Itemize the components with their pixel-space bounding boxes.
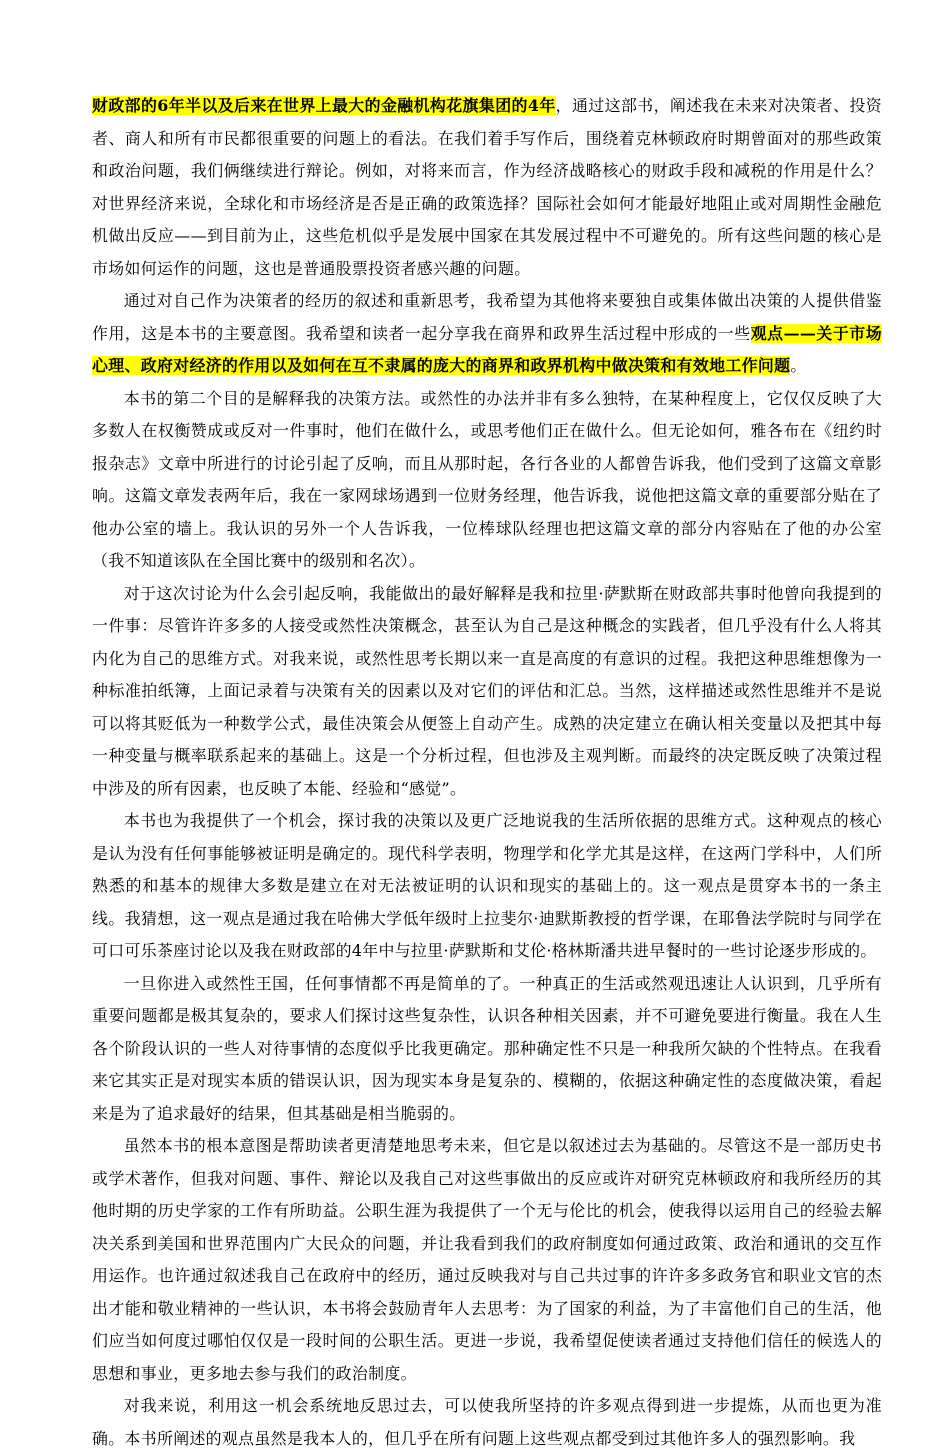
paragraph-7: 虽然本书的根本意图是帮助读者更清楚地思考未来，但它是以叙述过去为基础的。尽管这不是一部历史书或学术著作，但我对问题、事件、辩论以及我自己对这些事做出的反应或许对研究克林顿政府和我所经历的其他时期的历史学家的工作有所助益。公职生涯为我提供了一个无与伦比的机会，使我得以运用自己的经验去解决关系到美国和世界范围内广大民众的问题，并让我看到我们的政府制度如何通过政策、政治和通讯的交互作用运作。也许通过叙述我自己在政府中的经历，通过反映我对与自己共过事的许许多多政务官和职业文官的杰出才能和敬业精神的一些认识，本书将会鼓励青年人去思考：为了国家的利益，为了丰富他们自己的生活，他们应当如何度过哪怕仅仅是一段时间的公职生活。更进一步说，我希望促使读者通过支持他们信任的候选人的思想和事业，更多地去参与我们的政治制度。 bbox=[92, 1136, 882, 1383]
highlighted-text: 观点——关于市场心理、政府对经济的作用以及如何在互不隶属的庞大的商界和政界机构中做决策和有效地工作问题 bbox=[92, 323, 882, 375]
paragraph-5: 本书也为我提供了一个机会，探讨我的决策以及更广泛地说我的生活所依据的思维方式。这种观点的核心是认为没有任何事能够被证明是确定的。现代科学表明，物理学和化学尤其是这样，在这两门学科中，人们所熟悉的和基本的规律大多数是建立在对无法被证明的认识和现实的基础上的。这一观点是贯穿本书的一条主线。我猜想，这一观点是通过我在哈佛大学低年级时上拉斐尔·迪默斯教授的哲学课，在耶鲁法学院时与同学在可口可乐茶座讨论以及我在财政部的4年中与拉里·萨默斯和艾伦·格林斯潘共进早餐时的一些讨论逐步形成的。 bbox=[92, 811, 882, 960]
paragraph-8: 对我来说，利用这一机会系统地反思过去，可以使我所坚持的许多观点得到进一步提炼，从而也更为准确。本书所阐述的观点虽然是我本人的，但几乎在所有问题上这些观点都受到过其他许多人的强烈影响。我 bbox=[92, 1396, 882, 1448]
paragraph-text: 通过对自己作为决策者的经历的叙述和重新思考，我希望为其他将来要独自或集体做出决策的人提供借鉴作用，这是本书的主要意图。我希望和读者一起分享我在商界和政界生活过程中形成的一些 bbox=[92, 291, 882, 343]
paragraph-text: ，通过这部书，阐述我在未来对决策者、投资者、商人和所有市民都很重要的问题上的看法。在我们着手写作后，围绕着克林顿政府时期曾面对的那些政策和政治问题，我们俩继续进行辩论。例如，对将来而言，作为经济战略核心的财政手段和减税的作用是什么？对世界经济来说，全球化和市场经济是否是正确的政策选择？国际社会如何才能最好地阻止或对周期性金融危机做出反应——到目前为止，这些危机似乎是发展中国家在其发展过程中不可避免的。所有这些问题的核心是市场如何运作的问题，这也是普通股票投资者感兴趣的问题。 bbox=[92, 96, 883, 278]
paragraph-4: 对于这次讨论为什么会引起反响，我能做出的最好解释是我和拉里·萨默斯在财政部共事时他曾向我提到的一件事：尽管许许多多的人接受或然性决策概念，甚至认为自己是这种概念的实践者，但几乎没有什么人将其内化为自己的思维方式。对我来说，或然性思考长期以来一直是高度的有意识的过程。我把这种思维想像为一种标准拍纸簿，上面记录着与决策有关的因素以及对它们的评估和汇总。当然，这样描述或然性思维并不是说可以将其贬低为一种数学公式，最佳决策会从便签上自动产生。成熟的决定建立在确认相关变量以及把其中每一种变量与概率联系起来的基础上。这是一个分析过程，但也涉及主观判断。而最终的决定既反映了决策过程中涉及的所有因素，也反映了本能、经验和“感觉”。 bbox=[92, 583, 882, 798]
paragraph-3: 本书的第二个目的是解释我的决策方法。或然性的办法并非有多么独特，在某种程度上，它仅仅反映了大多数人在权衡赞成或反对一件事时，他们在做什么，或思考他们正在做什么。但无论如何，雅各布在《纽约时报杂志》文章中所进行的讨论引起了反响，而且从那时起，各行各业的人都曾告诉我，他们受到了这篇文章影响。这篇文章发表两年后，我在一家网球场遇到一位财务经理，他告诉我，说他把这篇文章的重要部分贴在了他办公室的墙上。我认识的另外一个人告诉我，一位棒球队经理也把这篇文章的部分内容贴在了他的办公室（我不知道该队在全国比赛中的级别和名次）。 bbox=[92, 388, 882, 570]
paragraph-2 bbox=[92, 285, 882, 383]
paragraph-1 bbox=[92, 90, 882, 285]
document-body bbox=[92, 90, 882, 1455]
highlighted-text: 财政部的6年半以及后来在世界上最大的金融机构花旗集团的4年 bbox=[92, 96, 556, 115]
paragraph-text: 。 bbox=[790, 356, 807, 375]
paragraph-6: 一旦你进入或然性王国，任何事情都不再是简单的了。一种真正的生活或然观迅速让人认识到，几乎所有重要问题都是极其复杂的，要求人们探讨这些复杂性，认识各种相关因素，并不可避免要进行衡量。我在人生各个阶段认识的一些人对待事情的态度似乎比我更确定。那种确定性不只是一种我所欠缺的个性特点。在我看来它其实正是对现实本质的错误认识，因为现实本身是复杂的、模糊的，依据这种确定性的态度做决策，看起来是为了追求最好的结果，但其基础是相当脆弱的。 bbox=[92, 973, 882, 1123]
